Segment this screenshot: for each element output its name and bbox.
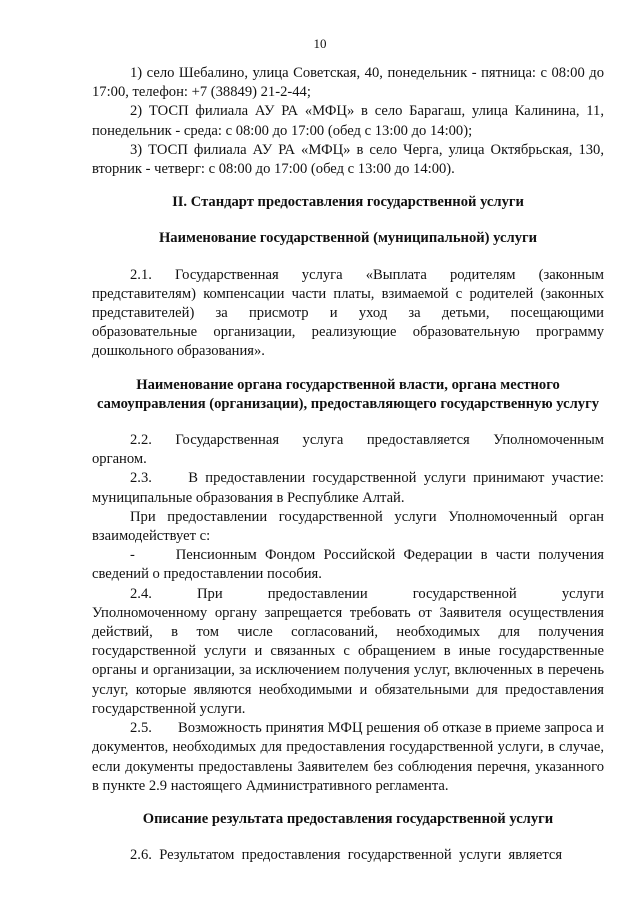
intro-item-3: 3) ТОСП филиала АУ РА «МФЦ» в село Черга, улица Октябрьская, 130, вторник - четверг: с 08:00 до 17:00 (обед с 13:00 до 14:00). <box>92 141 604 178</box>
paragraph-interaction: При предоставлении государственной услуги Уполномоченный орган взаимодействует с: <box>92 508 604 545</box>
intro-item-1: 1) село Шебалино, улица Советская, 40, понедельник - пятница: с 08:00 до 17:00, телефон: +7 (38849) 21-2-44; <box>92 65 604 101</box>
paragraph-2-3: 2.3. В предоставлении государственной услуги принимают участие: муниципальные образования в Республике Алтай. <box>92 470 608 506</box>
subsection-3-title: Описание результата предоставления государственной услуги <box>142 810 554 827</box>
page-number: 10 <box>313 36 327 51</box>
subsection-1-title: Наименование государственной (муниципальной) услуги <box>158 230 538 247</box>
subsection-2-title: Наименование органа государственной власти, органа местного самоуправления (организации), предоставляющего государственную услугу <box>96 376 600 412</box>
paragraph-pension-fund: - Пенсионным Фондом Российской Федерации в части получения сведений о предоставлении пособия. <box>92 547 608 583</box>
paragraph-2-2: 2.2. Государственная услуга предоставляется Уполномоченным органом. <box>92 432 608 468</box>
paragraph-2-6: 2.6. Результатом предоставления государственной услуги является <box>130 847 563 864</box>
section-title: II. Стандарт предоставления государственной услуги <box>172 194 524 211</box>
paragraph-2-1: 2.1. Государственная услуга «Выплата родителям (законным представителям) компенсации части платы, взимаемой с родителей (законных представителей) за присмотр и уход за детьми, посещающими образовательные организации, реализующие образовательную программу дошкольного образования». <box>92 266 608 360</box>
document-body <box>92 64 608 865</box>
intro-item-2: 2) ТОСП филиала АУ РА «МФЦ» в село Барагаш, улица Калинина, 11, понедельник - среда: с 08:00 до 17:00 (обед с 13:00 до 14:00); <box>92 103 604 139</box>
paragraph-2-4: 2.4. При предоставлении государственной услуги Уполномоченному органу запрещается требовать от Заявителя осуществления действий, в том числе согласований, необходимых для получения государственной услуги и связанных с обращением в иные государственные органы и организации, за исключением получения услуг, включенных в перечень услуг, которые являются необходимыми и обязательными для предоставления государственной услуги. <box>92 585 608 717</box>
paragraph-2-5: 2.5. Возможность принятия МФЦ решения об отказе в приеме запроса и документов, необходимых для предоставления государственной услуги, в случае, если документы предоставлены Заявителем без соблюдения перечня, указанного в пункте 2.9 настоящего Административного регламента. <box>92 720 608 794</box>
